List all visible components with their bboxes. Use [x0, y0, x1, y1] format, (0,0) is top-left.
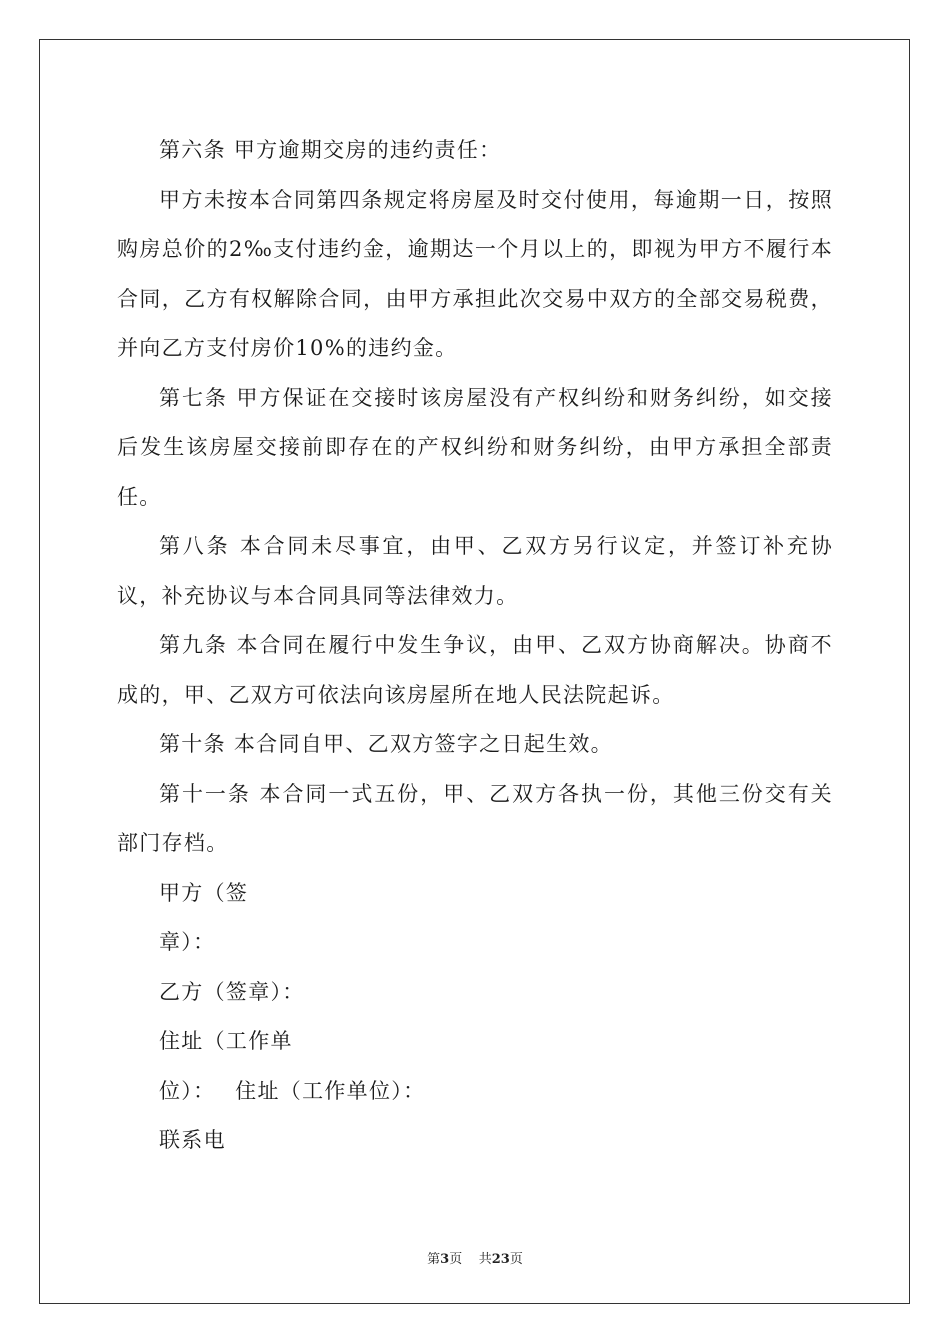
page-footer [0, 1248, 950, 1267]
signature-party-a-line1: 甲方（签 [159, 880, 249, 905]
page-number: 3 [440, 1252, 450, 1267]
page-label: 第 [427, 1252, 441, 1267]
total-unit: 页 [509, 1252, 523, 1267]
clause-6-heading: 第六条 甲方逾期交房的违约责任： [159, 138, 502, 162]
total-pages: 23 [491, 1252, 510, 1267]
clause-6-text: 甲方未按本合同第四条规定将房屋及时交付使用，每逾期一日，按照购房总价的2‰支付违约金，逾期达一个月以上的，即视为甲方不履行本合同，乙方有权解除合同，由甲方承担此次交易中双方的全部交易税费，并向乙方支付房价10%的违约金。 [117, 187, 833, 360]
clause-11: 第十一条 本合同一式五份，甲、乙双方各执一份，其他三份交有关部门存档。 [117, 781, 833, 855]
contract-body [117, 126, 833, 1166]
address-line2: 位）： 住址（工作单位）： [159, 1078, 426, 1103]
contact-line: 联系电 [159, 1128, 226, 1152]
address-line1: 住址（工作单 [159, 1029, 293, 1053]
total-label: 共 [478, 1252, 492, 1267]
clause-8: 第八条 本合同未尽事宜，由甲、乙双方另行议定，并签订补充协议，补充协议与本合同具同等法律效力。 [117, 534, 833, 608]
clause-10: 第十条 本合同自甲、乙双方签字之日起生效。 [159, 732, 613, 756]
signature-party-b: 乙方（签章）： [159, 979, 305, 1004]
signature-party-a-line2: 章）： [159, 930, 216, 954]
page-unit: 页 [449, 1252, 463, 1267]
clause-7: 第七条 甲方保证在交接时该房屋没有产权纠纷和财务纠纷，如交接后发生该房屋交接前即存在的产权纠纷和财务纠纷，由甲方承担全部责任。 [117, 385, 833, 509]
clause-9: 第九条 本合同在履行中发生争议，由甲、乙双方协商解决。协商不成的，甲、乙双方可依法向该房屋所在地人民法院起诉。 [117, 633, 833, 707]
